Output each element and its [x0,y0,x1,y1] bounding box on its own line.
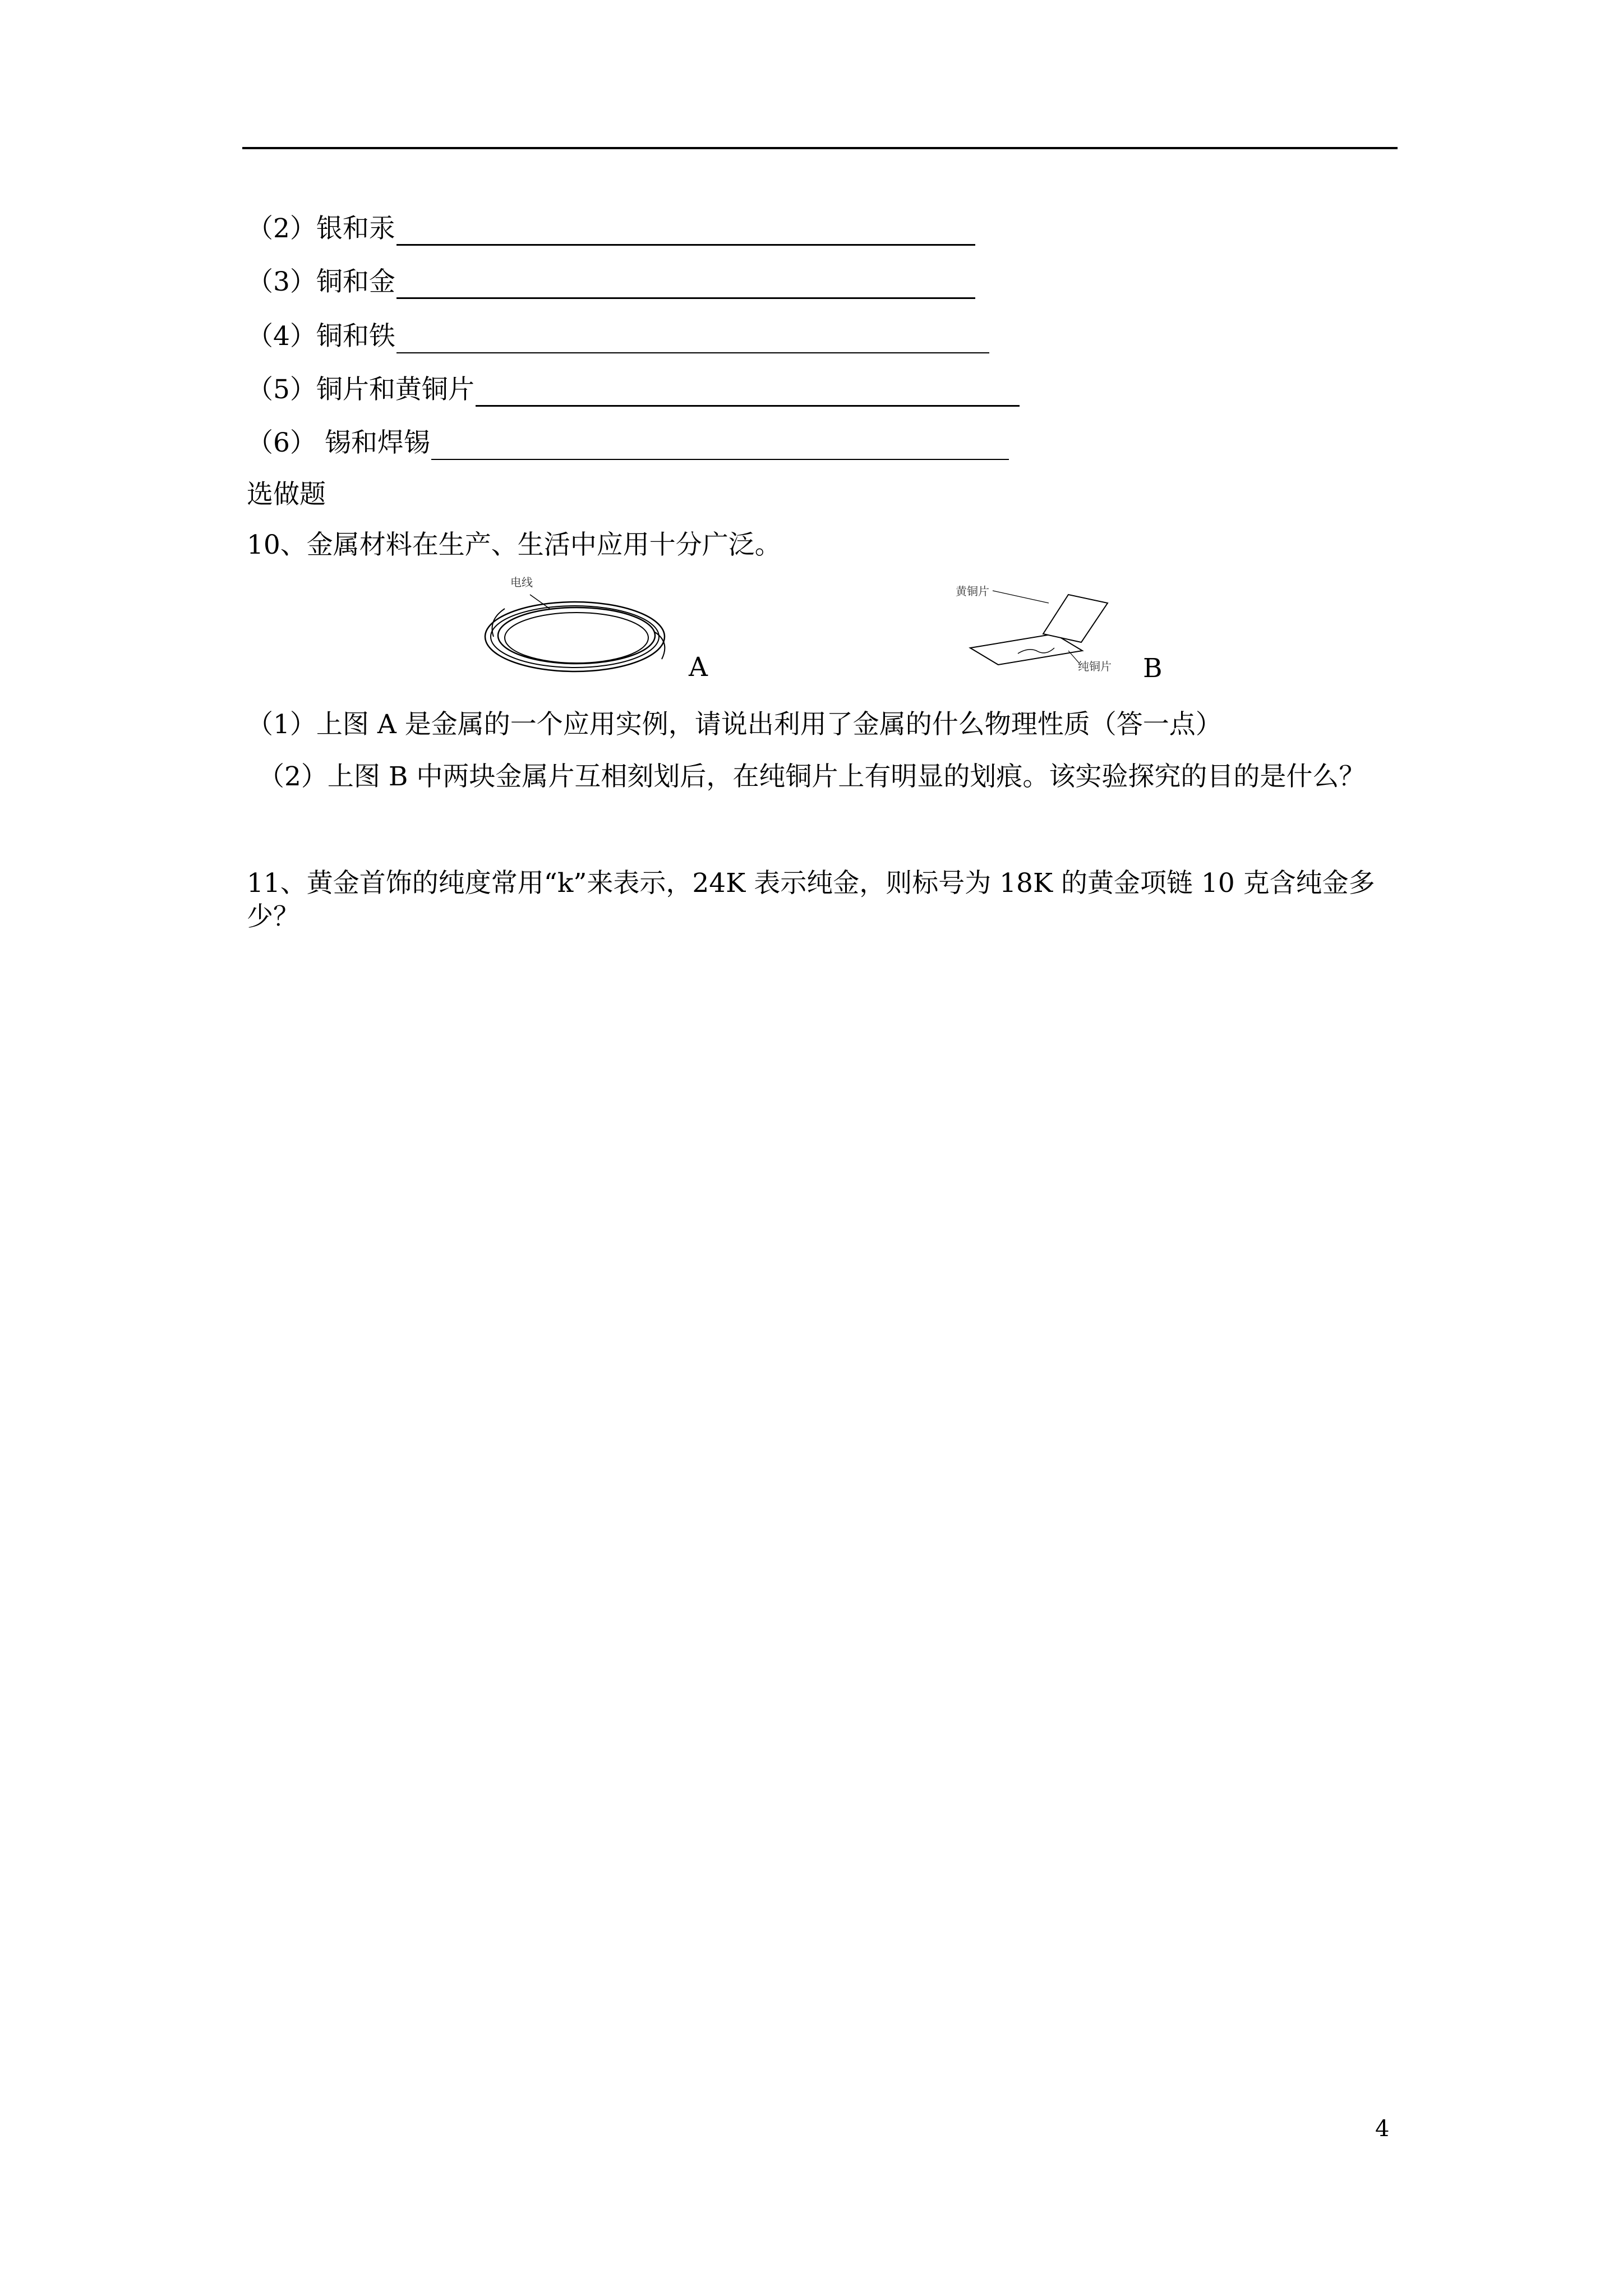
item-line [247,265,975,299]
figure-b [953,581,1178,693]
figure-a-caption: 电线 [510,576,533,589]
section-title: 选做题 [247,479,326,510]
item-line [247,373,1020,407]
answer-blank[interactable] [431,431,1009,460]
answer-blank[interactable] [396,324,989,353]
answer-blank[interactable] [396,216,975,246]
item-label: （6） 锡和焊锡 [247,427,430,458]
question-10-stem: 10、金属材料在生产、生活中应用十分广泛。 [247,530,781,560]
item-line [247,212,975,246]
item-label: （3）铜和金 [247,266,395,297]
answer-blank[interactable] [396,269,975,299]
item-line [247,426,1009,460]
item-label: （4）铜和铁 [247,321,395,352]
header-rule [242,147,1398,149]
figure-a [477,569,708,683]
figure-a-label: A [689,652,708,683]
item-label: （2）银和汞 [247,213,395,244]
item-line [247,320,989,353]
figure-b-label: B [1143,653,1163,684]
item-label: （5）铜片和黄铜片 [247,374,474,405]
answer-blank[interactable] [476,377,1020,407]
page-number: 4 [1375,2116,1390,2142]
figure-b-top-caption: 黄铜片 [956,585,989,598]
figure-b-bottom-caption: 纯铜片 [1078,660,1112,673]
question-10-sub2: （2）上图 B 中两块金属片互相刻划后，在纯铜片上有明显的划痕。该实验探究的目的是什么？ [258,761,1366,792]
question-11: 11、黄金首饰的纯度常用“k”来表示，24K 表示纯金，则标号为 18K 的黄金项链 10 克含纯金多少？ [247,868,1375,932]
question-10-sub1: （1）上图 A 是金属的一个应用实例，请说出利用了金属的什么物理性质（答一点） [247,709,1222,740]
